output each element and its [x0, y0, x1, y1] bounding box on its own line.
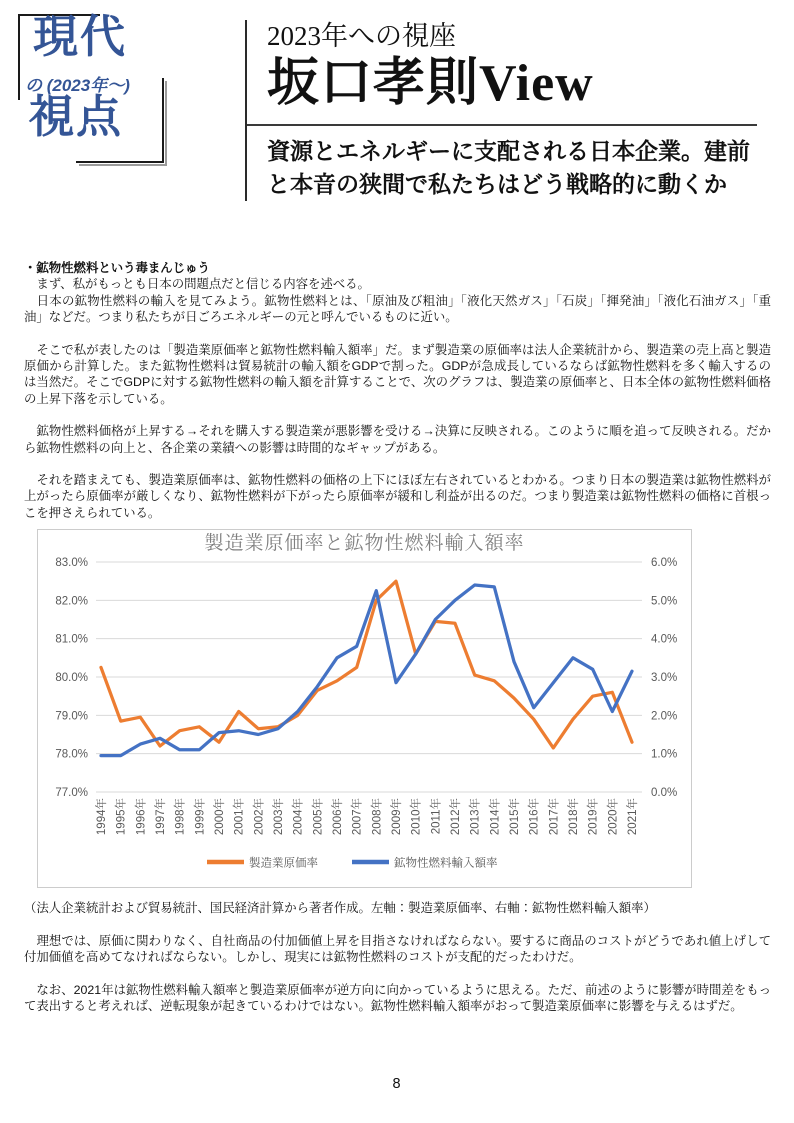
- paragraph: なお、2021年は鉱物性燃料輸入額率と製造業原価率が逆方向に向かっているように思える。ただ、前述のように影響が時間差をもって表出すると考えれば、逆転現象が起きているわけではない。鉱物性燃料輸入額率がおって製造業原価率に影響を与えるはずだ。: [24, 982, 771, 1013]
- gridlines: [96, 562, 642, 792]
- x-tick-label: 2007年: [351, 798, 364, 836]
- x-axis-labels: [94, 798, 639, 836]
- x-tick-label: 2017年: [548, 798, 561, 836]
- section-heading: ・鉱物性燃料という毒まんじゅう: [24, 261, 210, 275]
- left-tick-label: 82.0%: [55, 595, 88, 608]
- kicker: 2023年への視座: [267, 21, 456, 51]
- legend: [207, 856, 498, 870]
- x-tick-label: 2000年: [214, 798, 226, 836]
- x-tick-label: 1997年: [155, 798, 167, 836]
- x-tick-label: 2006年: [332, 798, 344, 836]
- x-tick-label: 1995年: [115, 798, 128, 836]
- x-tick-label: 2014年: [489, 798, 502, 836]
- legend-label: 製造業原価率: [249, 857, 318, 870]
- left-axis-labels: [55, 557, 88, 799]
- x-tick-label: 2004年: [292, 798, 305, 836]
- x-tick-label: 2012年: [450, 798, 462, 836]
- right-tick-label: 5.0%: [651, 595, 678, 608]
- x-tick-label: 2021年: [627, 798, 639, 836]
- x-tick-label: 1999年: [194, 798, 207, 836]
- logo-text-line1: 現代: [33, 11, 128, 62]
- magazine-logo: [16, 10, 172, 166]
- x-tick-label: 2020年: [607, 798, 620, 836]
- right-tick-label: 1.0%: [651, 748, 678, 761]
- paragraph: そこで私が表したのは「製造業原価率と鉱物性燃料輸入額率」だ。まず製造業の原価率は法人企業統計から、製造業の売上高と製造原価から計算した。また鉱物性燃料は貿易統計の輸入額をGDPで割った。GDPが急成長しているならば鉱物性燃料を多く輸入するのは当然だ。そこでGDPに対する鉱物性燃料の輸入額を計算することで、次のグラフは、製造業の原価率と、日本全体の鉱物性燃料価格の上昇下落を示している。: [24, 342, 771, 406]
- article-top: [24, 260, 771, 521]
- left-tick-label: 78.0%: [55, 748, 88, 761]
- series-lines: [101, 581, 632, 755]
- page-title: 坂口孝則View: [267, 55, 594, 113]
- x-tick-label: 1996年: [135, 798, 148, 836]
- right-tick-label: 2.0%: [651, 710, 678, 723]
- paragraph: まず、私がもっとも日本の問題点だと信じる内容を述べる。: [24, 277, 370, 292]
- paragraph: それを踏まえても、製造業原価率は、鉱物性燃料の価格の上下にほぼ左右されているとわかる。つまり日本の製造業は鉱物性燃料が上がったら原価率が厳しくなり、鉱物性燃料が下がったら原価率が緩和し利益が出るのだ。つまり製造業は鉱物性燃料の価格に首根っこを押さえられている。: [24, 473, 771, 520]
- x-tick-label: 2013年: [469, 798, 482, 836]
- x-tick-label: 2011年: [430, 798, 443, 835]
- left-tick-label: 83.0%: [55, 557, 88, 570]
- series-line-left: [101, 581, 632, 748]
- logo-text-line2: の (2023年〜): [25, 76, 130, 95]
- left-tick-label: 77.0%: [55, 787, 88, 800]
- right-tick-label: 0.0%: [651, 787, 678, 800]
- chart-caption: （法人企業統計および貿易統計、国民経済計算から著者作成。左軸：製造業原価率、右軸：鉱物性燃料輸入額率）: [24, 901, 656, 916]
- x-tick-label: 2008年: [371, 798, 384, 836]
- left-tick-label: 80.0%: [55, 672, 88, 685]
- subtitle: 資源とエネルギーに支配される日本企業。建前と本音の狭間で私たちはどう戦略的に動くか: [267, 138, 750, 197]
- left-tick-label: 79.0%: [55, 710, 88, 723]
- legend-label: 鉱物性燃料輸入額率: [394, 857, 498, 870]
- title-block: [245, 20, 757, 201]
- logo-text-line3: 視点: [29, 91, 124, 142]
- x-tick-label: 2003年: [273, 798, 285, 836]
- x-tick-label: 2002年: [253, 798, 266, 836]
- chart-frame: [37, 529, 692, 888]
- x-tick-label: 2009年: [391, 798, 403, 836]
- x-tick-label: 1994年: [96, 798, 108, 836]
- x-tick-label: 2019年: [587, 798, 600, 836]
- right-tick-label: 6.0%: [651, 557, 678, 570]
- article: [24, 260, 771, 1014]
- x-tick-label: 1998年: [174, 798, 187, 836]
- article-bottom: [24, 933, 771, 1015]
- x-tick-label: 2016年: [528, 798, 541, 836]
- paragraph: 鉱物性燃料価格が上昇する→それを購入する製造業が悪影響を受ける→決算に反映される。このように順を追って反映される。だから鉱物性燃料の向上と、各企業の業績への影響は時間的なギャップがある。: [24, 424, 771, 455]
- chart-title: 製造業原価率と鉱物性燃料輸入額率: [204, 533, 525, 555]
- x-tick-label: 2015年: [509, 798, 521, 836]
- chart-canvas: [38, 530, 691, 887]
- x-tick-label: 2001年: [233, 798, 246, 836]
- left-tick-label: 81.0%: [55, 633, 88, 646]
- right-tick-label: 3.0%: [651, 672, 678, 685]
- page-number: 8: [392, 1076, 402, 1092]
- title-rule: [247, 124, 757, 126]
- right-tick-label: 4.0%: [651, 633, 678, 646]
- paragraph: 日本の鉱物性燃料の輸入を見てみよう。鉱物性燃料とは、「原油及び粗油」「液化天然ガス」「石炭」「揮発油」「液化石油ガス」「重油」などだ。つまり私たちが日ごろエネルギーの元と呼んでいるものに近い。: [24, 293, 771, 325]
- right-axis-labels: [651, 557, 677, 799]
- paragraph: 理想では、原価に関わりなく、自社商品の付加価値上昇を目指さなければならない。要するに商品のコストがどうであれ値上げして付加価値を高めてなければならない。しかし、現実には鉱物性燃料のコストが支配的だったわけだ。: [24, 933, 771, 965]
- x-tick-label: 2010年: [410, 798, 423, 836]
- x-tick-label: 2018年: [568, 798, 580, 836]
- x-tick-label: 2005年: [312, 798, 325, 836]
